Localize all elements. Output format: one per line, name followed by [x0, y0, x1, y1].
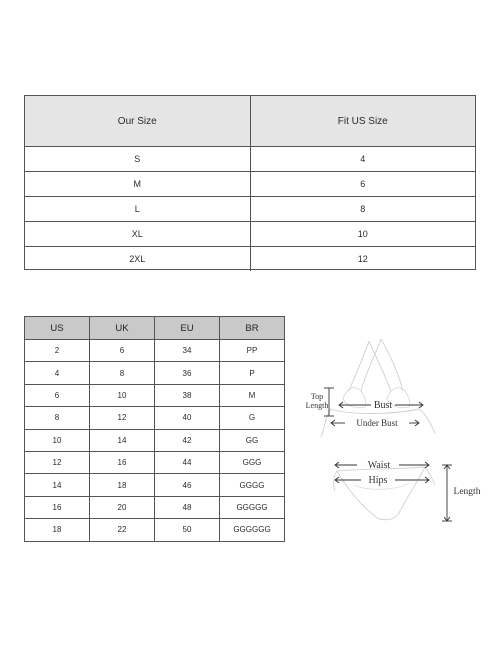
measurement-diagram [295, 335, 485, 530]
uk-cell: 10 [89, 385, 154, 406]
eu-cell: 46 [154, 474, 219, 495]
table-row [25, 146, 475, 171]
uk-cell: 16 [89, 452, 154, 473]
our-size-cell: 2XL [129, 254, 146, 264]
uk-cell: 6 [89, 340, 154, 361]
eu-cell: 42 [154, 430, 219, 451]
length-arrow [442, 465, 452, 521]
size-conversion-table [24, 316, 285, 542]
us-cell: 16 [52, 502, 62, 512]
eu-cell: 34 [154, 340, 219, 361]
fit-us-size-cell: 6 [250, 172, 476, 196]
us-cell: 14 [52, 480, 62, 490]
uk-cell: 20 [89, 497, 154, 518]
br-cell: G [219, 407, 284, 428]
waist-label: Waist [367, 460, 391, 471]
br-cell: P [219, 362, 284, 383]
eu-cell: 40 [154, 407, 219, 428]
us-cell: 8 [54, 413, 60, 423]
uk-cell: 22 [89, 519, 154, 540]
table-row [25, 451, 284, 473]
us-cell: 4 [54, 368, 60, 378]
table-row [25, 361, 284, 383]
hips-label: Hips [368, 475, 388, 486]
size-fit-header-row [25, 96, 475, 146]
top-length-label-line2: Length [305, 401, 329, 410]
header-our-size: Our Size [117, 115, 157, 127]
fit-us-size-cell: 10 [250, 222, 476, 246]
us-cell: 6 [54, 390, 60, 400]
fit-us-size-cell: 12 [250, 247, 476, 271]
us-cell: 18 [52, 525, 62, 535]
table-row [25, 473, 284, 495]
br-cell: M [219, 385, 284, 406]
size-fit-table [24, 95, 476, 270]
table-row [25, 518, 284, 540]
our-size-cell: XL [131, 229, 143, 239]
header-fit-us-size: Fit US Size [250, 96, 476, 146]
header-us: US [50, 322, 64, 334]
table-row [25, 384, 284, 406]
br-cell: GGGG [219, 474, 284, 495]
br-cell: GG [219, 430, 284, 451]
table-row [25, 339, 284, 361]
bikini-diagram-svg [295, 335, 485, 530]
uk-cell: 14 [89, 430, 154, 451]
table-row [25, 496, 284, 518]
top-length-label-line1: Top [310, 392, 324, 401]
our-size-cell: M [133, 179, 141, 189]
fit-us-size-cell: 4 [250, 147, 476, 171]
table-row [25, 221, 475, 246]
table-row [25, 171, 475, 196]
br-cell: GGG [219, 452, 284, 473]
us-cell: 12 [52, 458, 62, 468]
eu-cell: 36 [154, 362, 219, 383]
table-row [25, 429, 284, 451]
our-size-cell: S [134, 154, 141, 164]
uk-cell: 8 [89, 362, 154, 383]
conversion-header-row [25, 317, 284, 339]
table-row [25, 246, 475, 271]
eu-cell: 44 [154, 452, 219, 473]
table-row [25, 406, 284, 428]
under-bust-label: Under Bust [356, 418, 398, 428]
eu-cell: 48 [154, 497, 219, 518]
bust-label: Bust [373, 400, 393, 411]
length-label: Length [453, 487, 481, 497]
header-uk: UK [89, 317, 154, 339]
us-cell: 2 [54, 346, 60, 356]
eu-cell: 50 [154, 519, 219, 540]
br-cell: PP [219, 340, 284, 361]
uk-cell: 12 [89, 407, 154, 428]
header-br: BR [219, 317, 284, 339]
us-cell: 10 [52, 435, 62, 445]
uk-cell: 18 [89, 474, 154, 495]
our-size-cell: L [134, 204, 140, 214]
br-cell: GGGGG [219, 497, 284, 518]
table-row [25, 196, 475, 221]
fit-us-size-cell: 8 [250, 197, 476, 221]
br-cell: GGGGGG [219, 519, 284, 540]
header-eu: EU [154, 317, 219, 339]
eu-cell: 38 [154, 385, 219, 406]
